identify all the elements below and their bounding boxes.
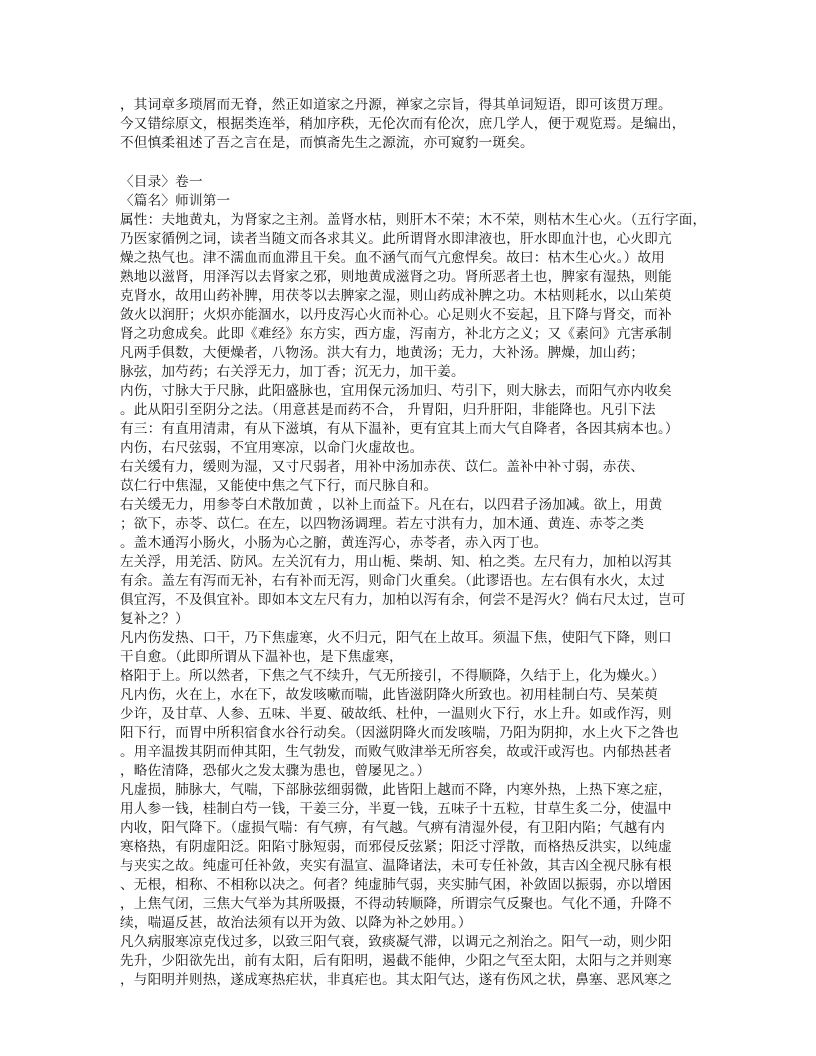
text-line: 少许，及甘草、人参、五味、半夏、破故纸、杜仲，一温则火下行，水上升。如或作泻，则 (120, 706, 672, 722)
text-line: 肾之功愈成矣。此即《难经》东方实，西方虚，泻南方，补北方之义；又《素问》亢害承制 (120, 326, 672, 342)
text-line: 格阳于上。所以然者，下焦之气不续升，气无所接引，不得顺降，久结于上，化为燥火。） (120, 668, 665, 684)
text-line: 内收，阳气降下。（虚损气喘：有气痹，有气越。气痹有清湿外侵，有卫阳内陷；气越有内 (120, 820, 665, 836)
text-line: 、无根，相称、不相称以决之。何者？纯虚肺气弱，夹实肺气困，补敛固以振弱，亦以增困 (120, 877, 672, 893)
text-line: ，略佐清降，恐郁火之发太骤为患也，曾屡见之。） (120, 763, 431, 779)
text-line: 脉弦，加芍药；右关浮无力，加丁香；沉无力，加干姜。 (120, 364, 465, 380)
text-line: 左关浮，用羌活、防风。左关沉有力，用山栀、柴胡、知、柏之类。左尺有力，加柏以泻其 (120, 554, 672, 570)
text-line: 内伤，右尺弦弱，不宜用寒凉，以命门火虚故也。 (120, 440, 424, 456)
text-line: 〈篇名〉师训第一 (120, 193, 231, 209)
text-line: 燥之热气也。津不濡血而血滞且干矣。血不涵气而气亢愈悍矣。故曰：枯木生心火。）故用 (120, 250, 665, 266)
text-line: 熟地以滋肾，用泽泻以去肾家之邪，则地黄成滋肾之功。肾所恶者土也，脾家有湿热，则能 (120, 269, 672, 285)
text-line: 〈目录〉卷一 (120, 174, 203, 190)
text-line: 先升，少阳欲先出，前有太阳，后有阳明，遏截不能伸，少阳之气至太阳，太阳与之并则寒 (120, 953, 672, 969)
text-line: 与夹实之故。纯虚可任补敛，夹实有温宣、温降诸法，未可专任补敛，其吉凶全视尺脉有根 (120, 858, 672, 874)
text-line: 克肾水，故用山药补脾，用茯苓以去脾家之湿，则山药成补脾之功。木枯则耗水，以山茱萸 (120, 288, 672, 304)
text-line: ；欲下，赤苓、苡仁。在左，以四物汤调理。若左寸洪有力，加木通、黄连、赤苓之类 (120, 516, 645, 532)
text-line: ，其词章多琐屑而无脊，然正如道家之丹源，禅家之宗旨，得其单词短语，即可该贯万理。 (120, 97, 672, 113)
text-line: 。此从阳引至阴分之法。（用意甚是而药不合， 升胃阳，归升肝阳，非能降也。凡引下法 (120, 402, 656, 418)
text-line: 乃医家循例之词，读者当随文而各求其义。此所谓肾水即津液也，肝水即血汁也，心火即亢 (120, 231, 672, 247)
text-line: 内伤，寸脉大于尺脉，此阳盛脉也，宜用保元汤加归、芍引下，则大脉去，而阳气亦内收矣 (120, 383, 672, 399)
text-line: 干自愈。（此即所谓从下温补也，是下焦虚寒， (120, 649, 403, 665)
text-line: 复补之？） (120, 611, 189, 627)
text-line: 今又错综原文，根据类连举，稍加序秩，无伦次而有伦次，庶几学人，便于观览焉。是编出， (120, 116, 686, 132)
text-line: 凡内伤，火在上，水在下，故发咳嗽而喘，此皆滋阴降火所致也。初用桂制白芍、吴茱萸 (120, 687, 658, 703)
text-line: 凡两手俱数，大便燥者，八物汤。洪大有力，地黄汤；无力，大补汤。脾燥，加山药； (120, 345, 645, 361)
text-line: 不但慎柔祖述了吾之言在是，而慎斋先生之源流，亦可窥豹一斑矣。 (120, 135, 534, 151)
text-line: 俱宜泻，不及俱宜补。即如本文左尺有力，加柏以泻有余，何尝不是泻火？倘右尺太过，岂可 (120, 592, 686, 608)
text-line: 右关缓无力，用参苓白术散加黄 ，以补上而益下。凡在右，以四君子汤加减。欲上，用黄 (120, 497, 663, 513)
text-line: 凡内伤发热、口干，乃下焦虚寒，火不归元，阳气在上故耳。须温下焦，使阳气下降，则口 (120, 630, 672, 646)
text-line: 苡仁行中焦湿，又能使中焦之气下行，而尺脉自和。 (120, 478, 438, 494)
text-line: 阳下行，而胃中所积宿食水谷行动矣。（因滋阴降火而发咳喘，乃阳为阴抑，水上火下之咎也 (120, 725, 679, 741)
text-line: 有三：有直用清肃，有从下滋填，有从下温补，更有宜其上而大气自降者，各因其病本也。） (120, 421, 679, 437)
text-line: 有余。盖左有泻而无补，右有补而无泻，则命门火重矣。（此谬语也。左右俱有水火，太过 (120, 573, 665, 589)
text-line: 凡虚损，肺脉大，气喘，下部脉弦细弱微，此皆阳上越而不降，内寒外热，上热下寒之症， (120, 782, 672, 798)
text-line: 敛火以润肝；火炽亦能涸水，以丹皮泻心火而补心。心足则火不妄起，且下降与肾交，而补 (120, 307, 672, 323)
text-line: 续，喘逼反甚，故治法须有以开为敛、以降为补之妙用。） (120, 915, 472, 931)
text-line: 右关缓有力，缓则为湿，又寸尺弱者，用补中汤加赤茯、苡仁。盖补中补寸弱，赤茯、 (120, 459, 645, 475)
text-line: ，上焦气闭，三焦大气举为其所吸摄，不得动转顺降，所谓宗气反聚也。气化不通，升降不 (120, 896, 672, 912)
text-line: ，与阳明并则热，遂成寒热疟状，非真疟也。其太阳气达，遂有伤风之状，鼻塞、恶风寒之 (120, 972, 672, 988)
text-line: 属性：夫地黄丸，为肾家之主剂。盖肾水枯，则肝木不荣；木不荣，则枯木生心火。（五行字面， (120, 212, 707, 228)
text-line: 凡久病服寒凉克伐过多，以致三阳气衰，致痰凝气滞，以调元之剂治之。阳气一动，则少阳 (120, 934, 672, 950)
text-line: 寒格热，有阴虚阳泛。阳陷寸脉短弱，而邪侵反弦紧；阳泛寸浮散，而格热反洪实，以纯虚 (120, 839, 672, 855)
text-line: 。盖木通泻小肠火，小肠为心之腑，黄连泻心，赤苓者，赤入丙丁也。 (120, 535, 548, 551)
text-line: 。用辛温拨其阴而伸其阳，生气勃发，而败气败津举无所容矣，故或汗或泻也。内郁热甚者 (120, 744, 672, 760)
text-line: 用人参一钱，桂制白芍一钱，干姜三分，半夏一钱，五味子十五粒，甘草生炙二分，使温中 (120, 801, 672, 817)
